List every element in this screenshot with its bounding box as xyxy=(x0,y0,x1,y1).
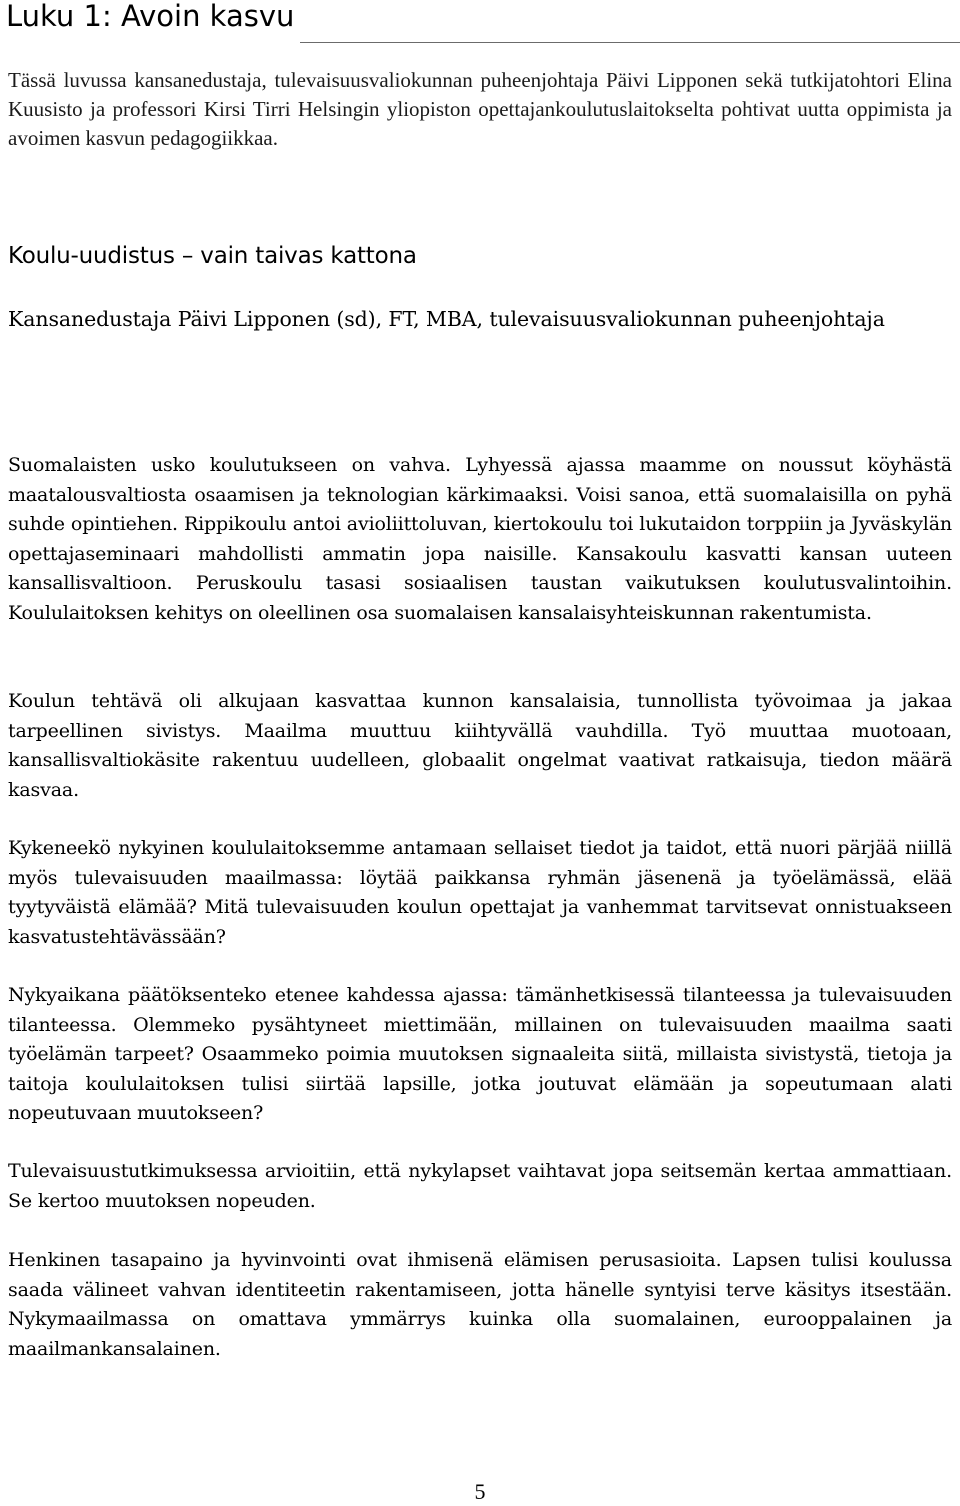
chapter-intro: Tässä luvussa kansanedustaja, tulevaisuusvaliokunnan puheenjohtaja Päivi Lipponen sekä tutkijatohtori Elina Kuusisto ja professori Kirsi Tirri Helsingin yliopiston opettajankoulutuslaitokselta pohtivat uutta oppimista ja avoimen kasvun pedagogiikkaa. xyxy=(8,68,952,150)
chapter-title: Luku 1: Avoin kasvu xyxy=(6,0,295,33)
body-paragraph-3: Kykeneekö nykyinen koululaitoksemme antamaan sellaiset tiedot ja taidot, että nuori pärjää niillä myös tulevaisuuden maailmassa: löytää paikkansa ryhmän jäsenenä ja työelämässä, elää tyytyväistä elämää? Mitä tulevaisuuden koulun opettajat ja vanhemmat tarvitsevat onnistuakseen kasvatustehtävässään? xyxy=(8,837,952,948)
title-divider xyxy=(300,42,960,43)
author-byline: Kansanedustaja Päivi Lipponen (sd), FT, MBA, tulevaisuusvaliokunnan puheenjohtaja xyxy=(8,307,885,331)
body-paragraph-4: Nykyaikana päätöksenteko etenee kahdessa ajassa: tämänhetkisessä tilanteessa ja tulevaisuuden tilanteessa. Olemmeko pysähtyneet miettimään, millainen on tulevaisuuden maailma saati työelämän tarpeet? Osaammeko poimia muutoksen signaaleita siitä, millaista sivistystä, tietoja ja taitoja koululaitoksen tulisi siirtää lapsille, jotka joutuvat elämään ja sopeutumaan alati nopeutuvaan muutokseen? xyxy=(8,984,952,1124)
body-paragraph-6: Henkinen tasapaino ja hyvinvointi ovat ihmisenä elämisen perusasioita. Lapsen tulisi koulussa saada välineet vahvan identiteetin rakentamiseen, jotta hänelle syntyisi terve käsitys itsestään. Nykymaailmassa on omattava ymmärrys kuinka olla suomalainen, eurooppalainen ja maailmankansalainen. xyxy=(8,1249,952,1360)
body-paragraph-2: Koulun tehtävä oli alkujaan kasvattaa kunnon kansalaisia, tunnollista työvoimaa ja jakaa tarpeellinen sivistys. Maailma muuttuu kiihtyvällä vauhdilla. Työ muuttaa muotoaan, kansallisvaltiokäsite rakentuu uudelleen, globaalit ongelmat vaativat ratkaisuja, tiedon määrä kasvaa. xyxy=(8,690,952,801)
body-paragraph-5: Tulevaisuustutkimuksessa arvioitiin, että nykylapset vaihtavat jopa seitsemän kertaa ammattiaan. Se kertoo muutoksen nopeuden. xyxy=(8,1160,952,1212)
page-number: 5 xyxy=(474,1479,486,1504)
body-paragraph-1: Suomalaisten usko koulutukseen on vahva. Lyhyessä ajassa maamme on noussut köyhästä maatalousvaltiosta osaamisen ja teknologian kärkimaaksi. Voisi sanoa, että suomalaisilla on pyhä suhde opintiehen. Rippikoulu antoi avioliittoluvan, kiertokoulu toi lukutaidon torppiin ja Jyväskylän opettajaseminaari mahdollisti ammatin jopa naisille. Kansakoulu kasvatti kansan uuteen kansallisvaltioon. Peruskoulu tasasi sosiaalisen taustan vaikutuksen koulutusvalintoihin. Koululaitoksen kehitys on oleellinen osa suomalaisen kansalaisyhteiskunnan rakentumista. xyxy=(8,454,952,624)
section-heading: Koulu-uudistus – vain taivas kattona xyxy=(8,243,417,269)
